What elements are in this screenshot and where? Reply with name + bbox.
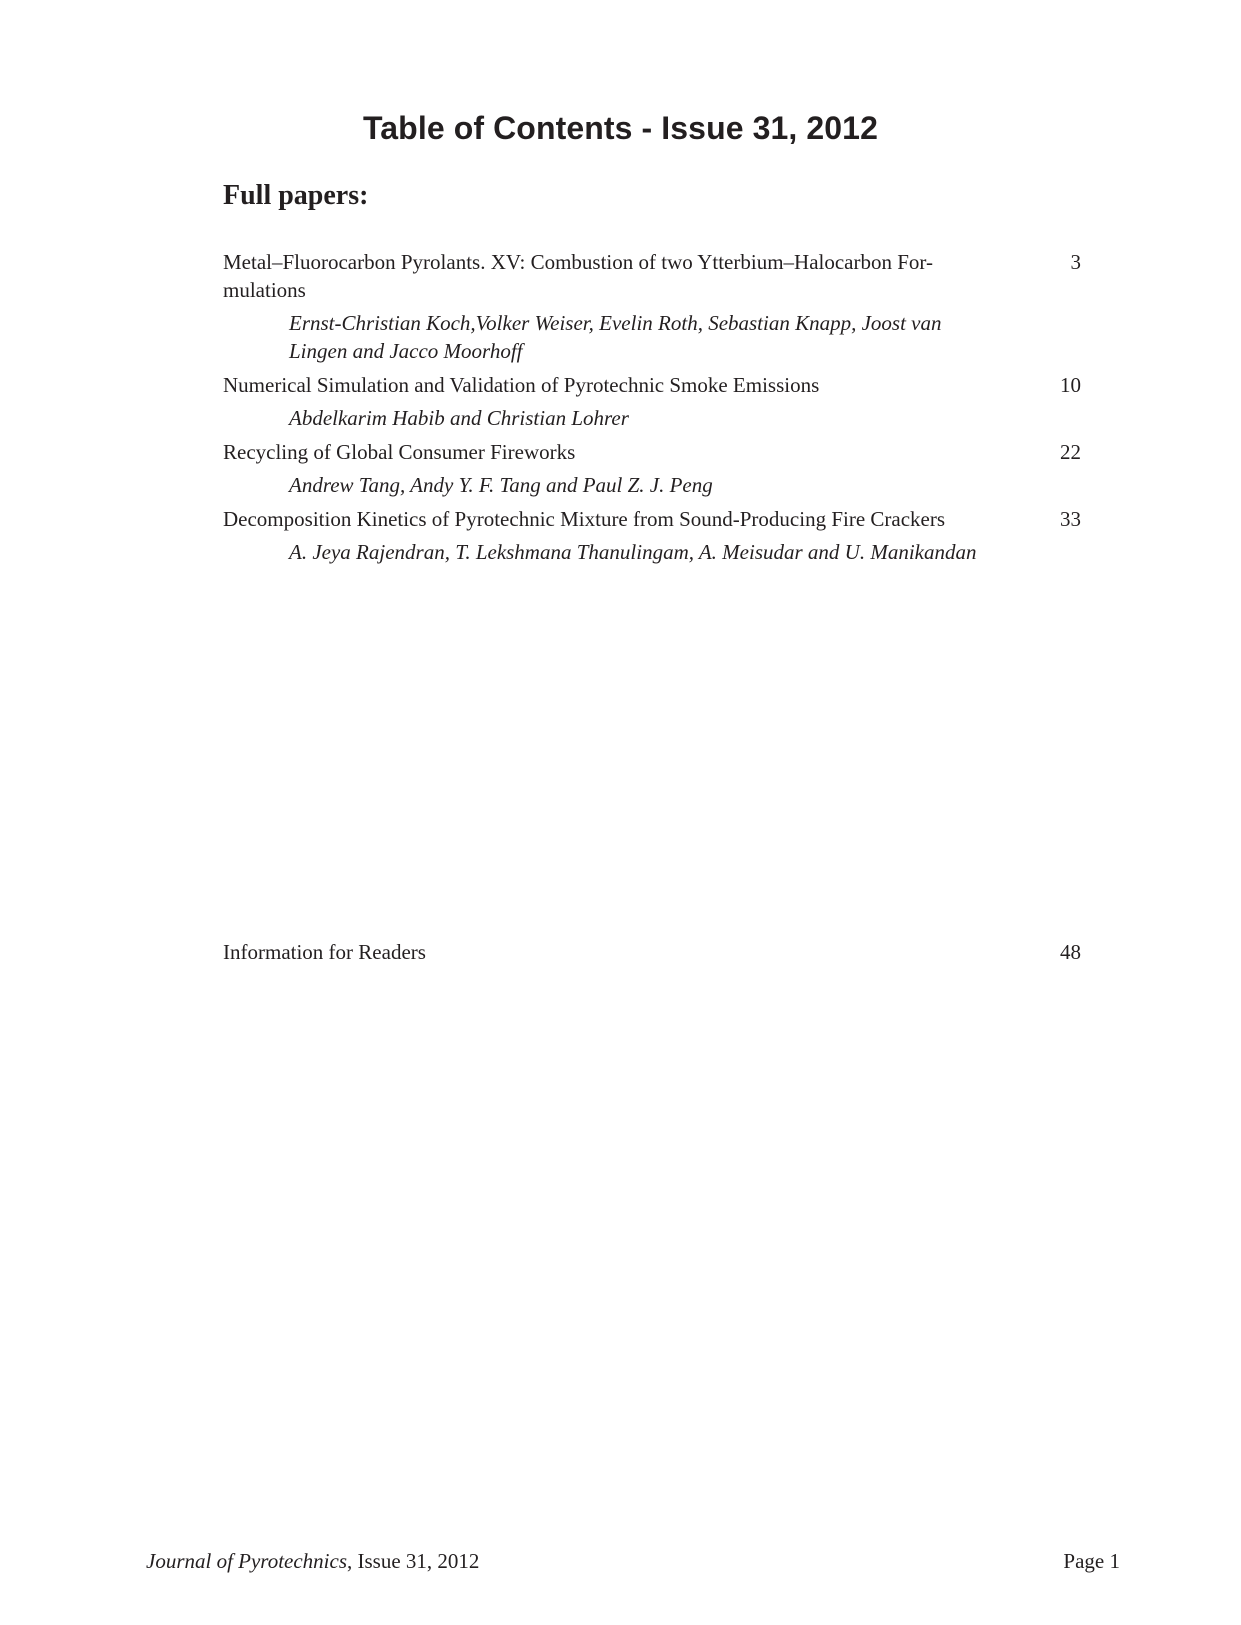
footer-journal-name: Journal of Pyrotechnics — [146, 1549, 348, 1573]
entry-page-number: 22 — [1060, 440, 1081, 464]
readers-info-entry — [223, 938, 1081, 966]
footer-page-number: Page 1 — [1063, 1549, 1120, 1573]
entry-authors: Ernst-Christian Koch,Volker Weiser, Evelin Roth, Sebastian Knapp, Joost van Lingen and Jacco Moorhoff — [289, 311, 942, 363]
footer-issue: , Issue 31, 2012 — [347, 1549, 480, 1573]
entry-page-number: 33 — [1060, 507, 1081, 531]
readers-info-page-number: 48 — [1060, 940, 1081, 964]
entry-page-number: 3 — [1070, 250, 1081, 274]
toc-entry — [223, 371, 1081, 432]
entry-title[interactable]: Decomposition Kinetics of Pyrotechnic Mixture from Sound-Producing Fire Crackers — [223, 507, 946, 531]
readers-info-title[interactable]: Information for Readers — [223, 940, 426, 964]
entry-title[interactable]: Numerical Simulation and Validation of Pyrotechnic Smoke Emissions — [223, 373, 820, 397]
entry-authors: Andrew Tang, Andy Y. F. Tang and Paul Z. J. Peng — [289, 473, 713, 497]
toc-entry — [223, 438, 1081, 499]
entry-authors: Abdelkarim Habib and Christian Lohrer — [289, 406, 629, 430]
entry-title[interactable]: Recycling of Global Consumer Fireworks — [223, 440, 576, 464]
entry-title[interactable]: Metal–Fluorocarbon Pyrolants. XV: Combustion of two Ytterbium–Halocarbon For-mulations — [223, 250, 933, 302]
entry-page-number: 10 — [1060, 373, 1081, 397]
toc-entry — [223, 248, 1081, 365]
entry-authors: A. Jeya Rajendran, T. Lekshmana Thanulingam, A. Meisudar and U. Manikandan — [289, 540, 977, 564]
page-title: Table of Contents - Issue 31, 2012 — [363, 110, 878, 146]
footer-journal — [146, 1547, 479, 1575]
toc-entry — [223, 505, 1081, 566]
table-of-contents — [223, 248, 1081, 566]
section-heading: Full papers: — [223, 180, 369, 211]
